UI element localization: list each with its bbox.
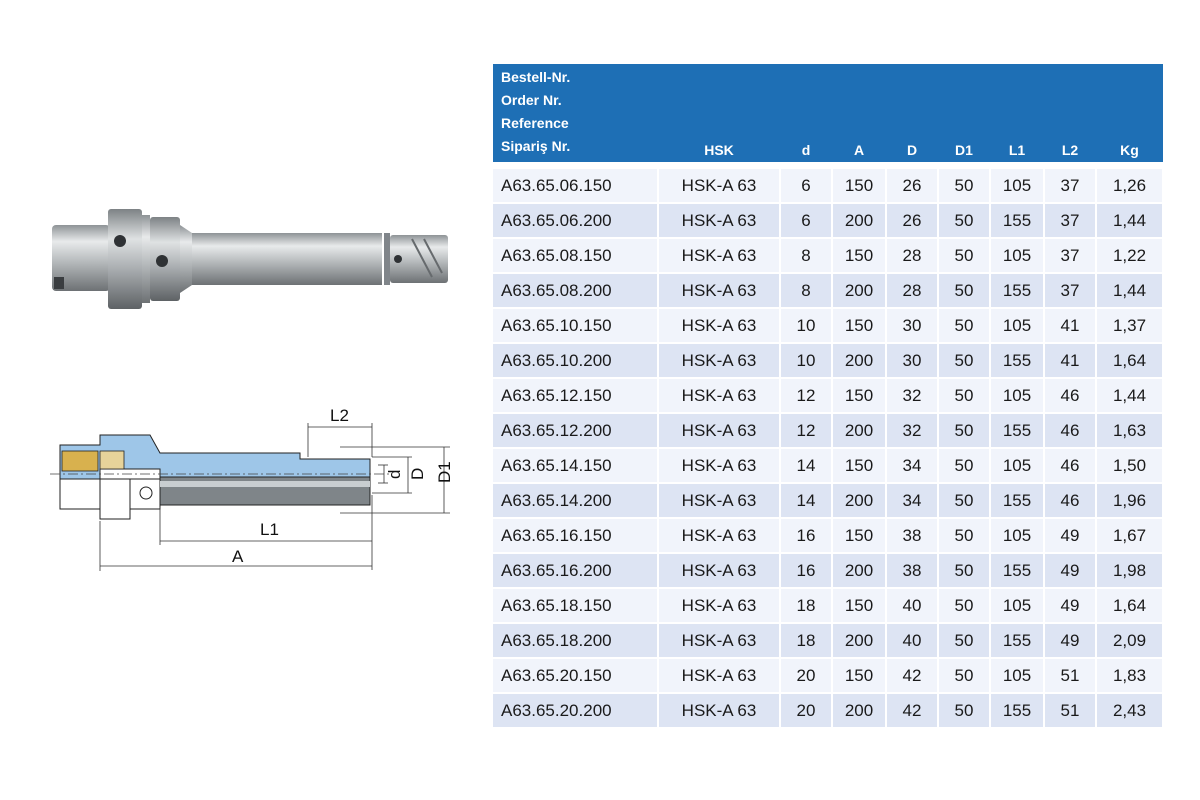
cell-D: 32 bbox=[886, 413, 938, 448]
cell-d: 14 bbox=[780, 483, 832, 518]
cell-D: 28 bbox=[886, 238, 938, 273]
cell-L1: 155 bbox=[990, 203, 1044, 238]
cell-L2: 49 bbox=[1044, 588, 1096, 623]
cell-hsk: HSK-A 63 bbox=[658, 518, 780, 553]
table-row bbox=[493, 413, 1163, 448]
cell-kg: 1,44 bbox=[1096, 203, 1163, 238]
cell-L1: 105 bbox=[990, 169, 1044, 203]
cell-d: 10 bbox=[780, 308, 832, 343]
cell-D1: 50 bbox=[938, 693, 990, 728]
table-header-row bbox=[493, 64, 1163, 162]
cell-reference: A63.65.06.150 bbox=[493, 169, 658, 203]
cell-L2: 41 bbox=[1044, 343, 1096, 378]
label-D: D bbox=[408, 467, 427, 480]
cell-reference: A63.65.10.150 bbox=[493, 308, 658, 343]
cell-D1: 50 bbox=[938, 623, 990, 658]
label-L1: L1 bbox=[260, 520, 279, 539]
cell-D1: 50 bbox=[938, 658, 990, 693]
cell-reference: A63.65.14.150 bbox=[493, 448, 658, 483]
cell-A: 150 bbox=[832, 448, 886, 483]
table-row bbox=[493, 169, 1163, 203]
cell-D1: 50 bbox=[938, 273, 990, 308]
cell-L2: 49 bbox=[1044, 518, 1096, 553]
cell-hsk: HSK-A 63 bbox=[658, 238, 780, 273]
cell-kg: 1,64 bbox=[1096, 588, 1163, 623]
cell-D: 38 bbox=[886, 518, 938, 553]
table-row bbox=[493, 448, 1163, 483]
cell-L2: 37 bbox=[1044, 203, 1096, 238]
cell-D: 40 bbox=[886, 623, 938, 658]
cell-reference: A63.65.16.200 bbox=[493, 553, 658, 588]
cell-L2: 51 bbox=[1044, 658, 1096, 693]
cell-D: 30 bbox=[886, 343, 938, 378]
cell-A: 150 bbox=[832, 169, 886, 203]
cell-D1: 50 bbox=[938, 238, 990, 273]
table-row bbox=[493, 518, 1163, 553]
cell-L1: 155 bbox=[990, 413, 1044, 448]
cell-kg: 1,44 bbox=[1096, 378, 1163, 413]
cell-D: 42 bbox=[886, 658, 938, 693]
table-row bbox=[493, 378, 1163, 413]
cell-D1: 50 bbox=[938, 308, 990, 343]
cell-hsk: HSK-A 63 bbox=[658, 623, 780, 658]
cell-hsk: HSK-A 63 bbox=[658, 203, 780, 238]
cell-reference: A63.65.12.150 bbox=[493, 378, 658, 413]
cell-d: 8 bbox=[780, 238, 832, 273]
cell-hsk: HSK-A 63 bbox=[658, 343, 780, 378]
cell-A: 200 bbox=[832, 343, 886, 378]
header-d: d bbox=[780, 64, 832, 162]
label-D1: D1 bbox=[435, 461, 454, 483]
cell-reference: A63.65.20.150 bbox=[493, 658, 658, 693]
cell-d: 18 bbox=[780, 623, 832, 658]
header-reference-fr: Reference bbox=[501, 115, 569, 131]
specification-table bbox=[493, 64, 1164, 729]
header-D: D bbox=[886, 64, 938, 162]
cell-D: 42 bbox=[886, 693, 938, 728]
cell-reference: A63.65.18.200 bbox=[493, 623, 658, 658]
cell-d: 18 bbox=[780, 588, 832, 623]
cell-kg: 2,43 bbox=[1096, 693, 1163, 728]
cell-reference: A63.65.16.150 bbox=[493, 518, 658, 553]
cell-d: 12 bbox=[780, 378, 832, 413]
table-row bbox=[493, 623, 1163, 658]
table-row bbox=[493, 588, 1163, 623]
cell-A: 150 bbox=[832, 238, 886, 273]
table-row bbox=[493, 553, 1163, 588]
header-hsk: HSK bbox=[658, 64, 780, 162]
table-row bbox=[493, 658, 1163, 693]
cell-kg: 1,67 bbox=[1096, 518, 1163, 553]
table-row bbox=[493, 203, 1163, 238]
cell-hsk: HSK-A 63 bbox=[658, 448, 780, 483]
cell-kg: 2,09 bbox=[1096, 623, 1163, 658]
cell-A: 200 bbox=[832, 203, 886, 238]
cell-A: 200 bbox=[832, 623, 886, 658]
table-row bbox=[493, 483, 1163, 518]
table-row bbox=[493, 308, 1163, 343]
cell-hsk: HSK-A 63 bbox=[658, 378, 780, 413]
cell-L1: 105 bbox=[990, 378, 1044, 413]
label-L2: L2 bbox=[330, 406, 349, 425]
cell-L1: 155 bbox=[990, 273, 1044, 308]
cell-kg: 1,22 bbox=[1096, 238, 1163, 273]
header-A: A bbox=[832, 64, 886, 162]
cell-L2: 41 bbox=[1044, 308, 1096, 343]
cell-hsk: HSK-A 63 bbox=[658, 658, 780, 693]
cell-D: 26 bbox=[886, 169, 938, 203]
cell-A: 150 bbox=[832, 658, 886, 693]
cell-L2: 46 bbox=[1044, 413, 1096, 448]
cell-kg: 1,37 bbox=[1096, 308, 1163, 343]
cell-hsk: HSK-A 63 bbox=[658, 273, 780, 308]
cell-D: 32 bbox=[886, 378, 938, 413]
cell-D: 30 bbox=[886, 308, 938, 343]
cell-L1: 155 bbox=[990, 343, 1044, 378]
cell-A: 200 bbox=[832, 273, 886, 308]
cell-d: 10 bbox=[780, 343, 832, 378]
cell-A: 200 bbox=[832, 413, 886, 448]
cell-A: 200 bbox=[832, 553, 886, 588]
cell-L2: 46 bbox=[1044, 378, 1096, 413]
cell-D: 40 bbox=[886, 588, 938, 623]
cell-L2: 37 bbox=[1044, 169, 1096, 203]
cell-A: 150 bbox=[832, 518, 886, 553]
label-d: d bbox=[385, 469, 404, 479]
cell-L1: 155 bbox=[990, 693, 1044, 728]
cell-L1: 155 bbox=[990, 553, 1044, 588]
header-reference-en: Order Nr. bbox=[501, 92, 562, 108]
cell-reference: A63.65.14.200 bbox=[493, 483, 658, 518]
cell-L1: 105 bbox=[990, 308, 1044, 343]
cell-D: 38 bbox=[886, 553, 938, 588]
cell-L1: 105 bbox=[990, 588, 1044, 623]
cell-L1: 155 bbox=[990, 623, 1044, 658]
cell-L1: 105 bbox=[990, 238, 1044, 273]
table-row bbox=[493, 273, 1163, 308]
label-A: A bbox=[232, 547, 244, 566]
cell-D1: 50 bbox=[938, 203, 990, 238]
cell-L2: 37 bbox=[1044, 273, 1096, 308]
cell-d: 6 bbox=[780, 203, 832, 238]
cell-reference: A63.65.06.200 bbox=[493, 203, 658, 238]
cell-D: 34 bbox=[886, 483, 938, 518]
table-row bbox=[493, 343, 1163, 378]
cell-D1: 50 bbox=[938, 588, 990, 623]
cell-kg: 1,50 bbox=[1096, 448, 1163, 483]
cell-reference: A63.65.10.200 bbox=[493, 343, 658, 378]
cell-kg: 1,64 bbox=[1096, 343, 1163, 378]
cell-hsk: HSK-A 63 bbox=[658, 413, 780, 448]
table-row bbox=[493, 238, 1163, 273]
header-kg: Kg bbox=[1096, 64, 1163, 162]
cell-hsk: HSK-A 63 bbox=[658, 483, 780, 518]
cell-hsk: HSK-A 63 bbox=[658, 169, 780, 203]
cell-A: 150 bbox=[832, 378, 886, 413]
cell-kg: 1,98 bbox=[1096, 553, 1163, 588]
cell-kg: 1,83 bbox=[1096, 658, 1163, 693]
header-L1: L1 bbox=[990, 64, 1044, 162]
header-reference-tr: Sipariş Nr. bbox=[501, 138, 571, 154]
cell-D: 26 bbox=[886, 203, 938, 238]
cell-A: 200 bbox=[832, 483, 886, 518]
cell-L2: 49 bbox=[1044, 623, 1096, 658]
cell-L1: 105 bbox=[990, 518, 1044, 553]
cell-L2: 46 bbox=[1044, 448, 1096, 483]
cell-kg: 1,26 bbox=[1096, 169, 1163, 203]
cell-reference: A63.65.20.200 bbox=[493, 693, 658, 728]
cell-A: 150 bbox=[832, 308, 886, 343]
cell-hsk: HSK-A 63 bbox=[658, 693, 780, 728]
cell-A: 200 bbox=[832, 693, 886, 728]
cell-hsk: HSK-A 63 bbox=[658, 308, 780, 343]
cell-D1: 50 bbox=[938, 343, 990, 378]
cell-D1: 50 bbox=[938, 169, 990, 203]
cell-reference: A63.65.08.200 bbox=[493, 273, 658, 308]
cell-hsk: HSK-A 63 bbox=[658, 588, 780, 623]
technical-drawing bbox=[40, 395, 460, 585]
cell-d: 16 bbox=[780, 553, 832, 588]
cell-d: 8 bbox=[780, 273, 832, 308]
cell-kg: 1,44 bbox=[1096, 273, 1163, 308]
cell-hsk: HSK-A 63 bbox=[658, 553, 780, 588]
cell-d: 12 bbox=[780, 413, 832, 448]
cell-kg: 1,63 bbox=[1096, 413, 1163, 448]
cell-D1: 50 bbox=[938, 518, 990, 553]
header-reference bbox=[493, 64, 658, 162]
cell-A: 150 bbox=[832, 588, 886, 623]
cell-L1: 105 bbox=[990, 658, 1044, 693]
header-D1: D1 bbox=[938, 64, 990, 162]
cell-L2: 37 bbox=[1044, 238, 1096, 273]
cell-reference: A63.65.12.200 bbox=[493, 413, 658, 448]
cell-D1: 50 bbox=[938, 378, 990, 413]
cell-kg: 1,96 bbox=[1096, 483, 1163, 518]
cell-reference: A63.65.18.150 bbox=[493, 588, 658, 623]
cell-D1: 50 bbox=[938, 448, 990, 483]
header-reference-de: Bestell-Nr. bbox=[501, 69, 571, 85]
tool-holder-photo bbox=[40, 195, 460, 335]
cell-L1: 105 bbox=[990, 448, 1044, 483]
cell-d: 14 bbox=[780, 448, 832, 483]
cell-d: 6 bbox=[780, 169, 832, 203]
cell-d: 16 bbox=[780, 518, 832, 553]
cell-d: 20 bbox=[780, 658, 832, 693]
cell-D1: 50 bbox=[938, 413, 990, 448]
cell-reference: A63.65.08.150 bbox=[493, 238, 658, 273]
cell-D: 28 bbox=[886, 273, 938, 308]
cell-L2: 51 bbox=[1044, 693, 1096, 728]
cell-D: 34 bbox=[886, 448, 938, 483]
cell-L1: 155 bbox=[990, 483, 1044, 518]
cell-D1: 50 bbox=[938, 483, 990, 518]
cell-d: 20 bbox=[780, 693, 832, 728]
table-row bbox=[493, 693, 1163, 728]
cell-D1: 50 bbox=[938, 553, 990, 588]
header-L2: L2 bbox=[1044, 64, 1096, 162]
cell-L2: 49 bbox=[1044, 553, 1096, 588]
cell-L2: 46 bbox=[1044, 483, 1096, 518]
